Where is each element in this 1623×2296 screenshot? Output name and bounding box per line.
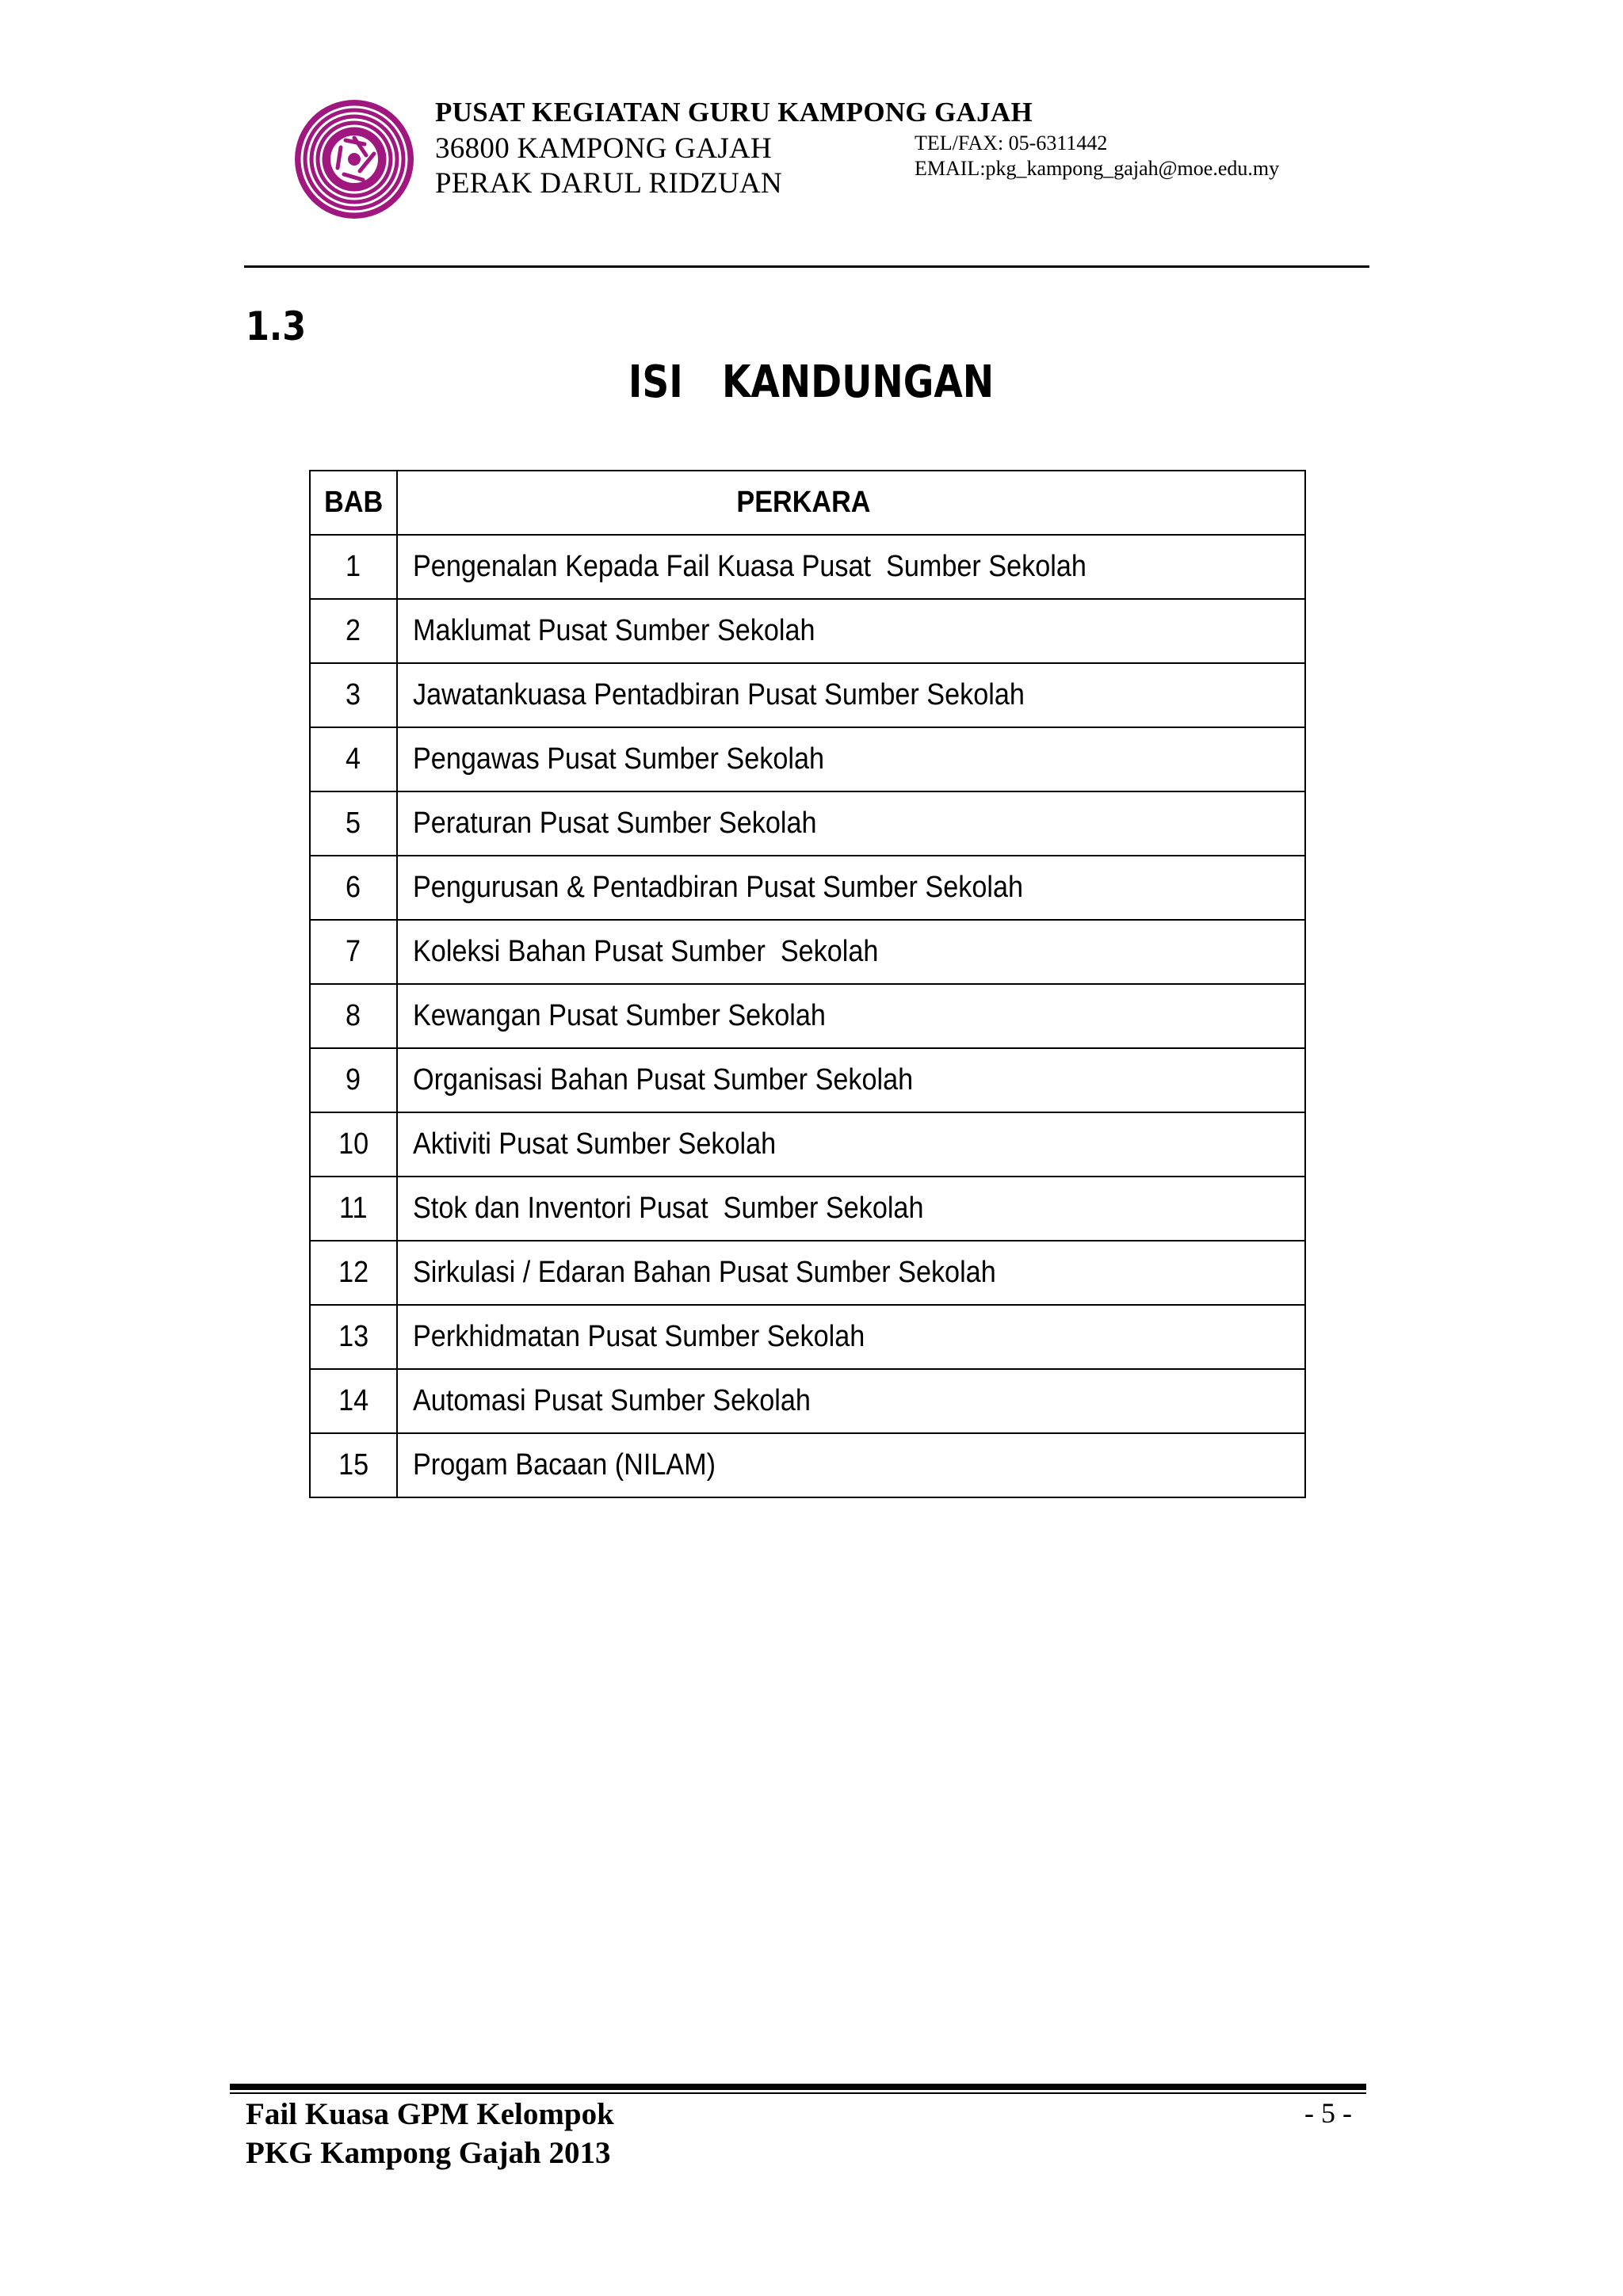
perkara-title: Jawatankuasa Pentadbiran Pusat Sumber Sekolah	[397, 663, 1305, 727]
bab-number: 9	[310, 1048, 397, 1112]
table-row	[310, 1048, 1305, 1112]
bab-number: 15	[310, 1433, 397, 1497]
footer-divider	[230, 2084, 1366, 2090]
bab-number: 4	[310, 727, 397, 791]
perkara-title: Sirkulasi / Edaran Bahan Pusat Sumber Sekolah	[397, 1241, 1305, 1305]
table-row	[310, 1112, 1305, 1177]
footer-divider-thin	[230, 2092, 1366, 2094]
bab-number: 13	[310, 1305, 397, 1369]
bab-number: 11	[310, 1177, 397, 1241]
table-row	[310, 791, 1305, 856]
perkara-title: Progam Bacaan (NILAM)	[397, 1433, 1305, 1497]
bab-number: 5	[310, 791, 397, 856]
tel-fax: TEL/FAX: 05-6311442	[915, 132, 1108, 154]
perkara-title: Aktiviti Pusat Sumber Sekolah	[397, 1112, 1305, 1177]
table-row	[310, 535, 1305, 599]
column-header-bab: BAB	[310, 471, 397, 535]
section-number: 1.3	[246, 303, 307, 349]
bab-number: 14	[310, 1369, 397, 1433]
table-row	[310, 1241, 1305, 1305]
bab-number: 6	[310, 856, 397, 920]
perkara-title: Automasi Pusat Sumber Sekolah	[397, 1369, 1305, 1433]
pkg-logo	[293, 98, 415, 220]
bab-number: 7	[310, 920, 397, 984]
table-row	[310, 663, 1305, 727]
perkara-title: Pengenalan Kepada Fail Kuasa Pusat Sumber Sekolah	[397, 535, 1305, 599]
perkara-title: Peraturan Pusat Sumber Sekolah	[397, 791, 1305, 856]
page-title: ISI KANDUNGAN	[628, 357, 995, 408]
table-row	[310, 599, 1305, 663]
perkara-title: Organisasi Bahan Pusat Sumber Sekolah	[397, 1048, 1305, 1112]
table-header-row	[310, 471, 1305, 535]
email: EMAIL:pkg_kampong_gajah@moe.edu.my	[915, 157, 1280, 180]
page-number: - 5 -	[1304, 2097, 1352, 2129]
perkara-title: Koleksi Bahan Pusat Sumber Sekolah	[397, 920, 1305, 984]
org-name: PUSAT KEGIATAN GURU KAMPONG GAJAH	[435, 97, 1033, 128]
footer-doc-title: Fail Kuasa GPM Kelompok	[246, 2097, 614, 2131]
column-header-perkara: PERKARA	[397, 471, 1305, 535]
table-row	[310, 727, 1305, 791]
bab-number: 10	[310, 1112, 397, 1177]
table-row	[310, 920, 1305, 984]
address-line-2: PERAK DARUL RIDZUAN	[435, 167, 783, 200]
table-row	[310, 1433, 1305, 1497]
header-divider	[244, 265, 1369, 268]
table-row	[310, 1177, 1305, 1241]
table-body	[310, 535, 1305, 1497]
table-row	[310, 1305, 1305, 1369]
perkara-title: Perkhidmatan Pusat Sumber Sekolah	[397, 1305, 1305, 1369]
table-row	[310, 984, 1305, 1048]
perkara-title: Kewangan Pusat Sumber Sekolah	[397, 984, 1305, 1048]
bab-number: 8	[310, 984, 397, 1048]
contents-table	[309, 470, 1306, 1498]
bab-number: 1	[310, 535, 397, 599]
bab-number: 12	[310, 1241, 397, 1305]
address-line-1: 36800 KAMPONG GAJAH	[435, 132, 773, 165]
perkara-title: Stok dan Inventori Pusat Sumber Sekolah	[397, 1177, 1305, 1241]
table-row	[310, 1369, 1305, 1433]
footer-org-year: PKG Kampong Gajah 2013	[246, 2136, 611, 2170]
bab-number: 3	[310, 663, 397, 727]
perkara-title: Maklumat Pusat Sumber Sekolah	[397, 599, 1305, 663]
table-row	[310, 856, 1305, 920]
bab-number: 2	[310, 599, 397, 663]
perkara-title: Pengawas Pusat Sumber Sekolah	[397, 727, 1305, 791]
perkara-title: Pengurusan & Pentadbiran Pusat Sumber Sekolah	[397, 856, 1305, 920]
